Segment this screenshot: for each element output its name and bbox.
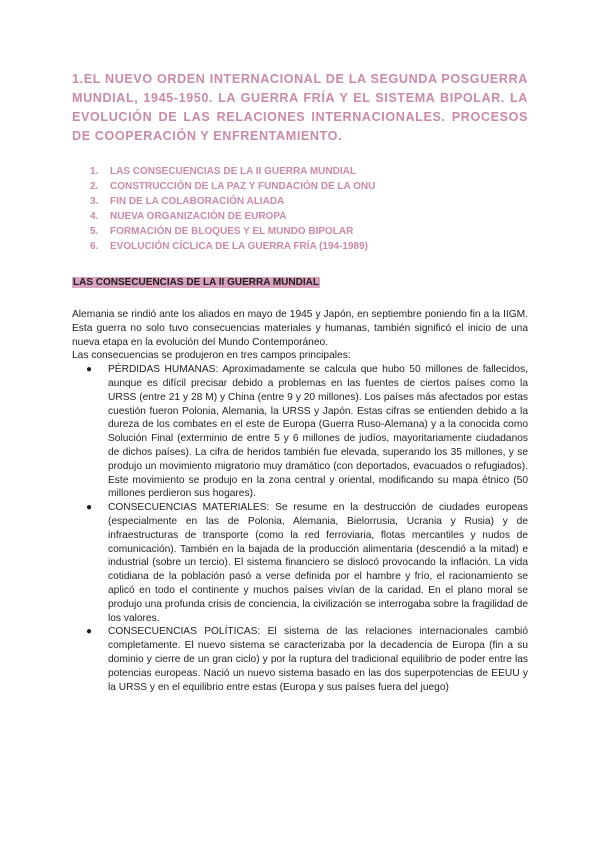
consequences-list <box>72 363 528 694</box>
toc-item <box>90 224 528 239</box>
toc-item <box>90 194 528 209</box>
table-of-contents <box>72 164 528 254</box>
bullet-icon: ● <box>86 364 93 376</box>
intro-paragraph: Alemania se rindió ante los aliados en mayo de 1945 y Japón, en septiembre poniendo fin a la IIGM. Esta guerra no solo tuvo consecuencias materiales y humanas, también significó el inicio de una nueva etapa en la evolución del Mundo Contemporáneo. <box>72 309 528 348</box>
intro-list-lead: Las consecuencias se produjeron en tres campos principales: <box>72 350 351 362</box>
toc-label: LAS CONSECUENCIAS DE LA II GUERRA MUNDIAL <box>110 166 356 177</box>
toc-item <box>90 239 528 254</box>
toc-label: FORMACIÓN DE BLOQUES Y EL MUNDO BIPOLAR <box>110 226 354 237</box>
toc-number: 2. <box>90 181 99 192</box>
toc-label: NUEVA ORGANIZACIÓN DE EUROPA <box>110 211 287 222</box>
bullet-icon: ● <box>86 502 93 514</box>
toc-number: 1. <box>90 166 99 177</box>
toc-number: 4. <box>90 211 99 222</box>
list-item <box>86 625 528 694</box>
toc-number: 5. <box>90 226 99 237</box>
toc-number: 6. <box>90 241 99 252</box>
list-item <box>86 363 528 501</box>
toc-item <box>90 179 528 194</box>
list-item-text: CONSECUENCIAS POLÍTICAS: El sistema de las relaciones internacionales cambió completamente. El nuevo sistema se caracterizaba por la decadencia de Europa (fin a su dominio y cierre de un gran ciclo) y por la ruptura del tradicional equilibrio de poder entre las potencias europeas. Nació un nuevo sistema basado en las dos superpotencias de EEUU y la URSS y en el equilibrio entre estas (Europa y sus países fuera del juego) <box>108 626 528 693</box>
bullet-icon: ● <box>86 626 93 638</box>
toc-label: EVOLUCIÓN CÍCLICA DE LA GUERRA FRÍA (194-1989) <box>110 241 368 252</box>
toc-item <box>90 164 528 179</box>
list-item-text: PÉRDIDAS HUMANAS: Aproximadamente se calcula que hubo 50 millones de fallecidos, aunque es difícil precisar debido a problemas en las fuentes de ciertos países como la URSS (entre 21 y 28 M) y China (entre 9 y 20 millones). Los países más afectados por estas cuestión fueron Polonia, Alemania, la URSS y Japón. Estas cifras se entienden debido a la dureza de los combates en el este de Europa (Guerra Ruso-Alemana) y a la conocida como Solución Final (exterminio de entre 5 y 6 millones de judíos, mayoritariamente ciudadanos de dichos países). La cifra de heridos también fue elevada, superando los 35 millones, y se produjo un movimiento migratorio muy dramático (con deportados, evacuados o refugiados). Este movimiento se produjo en la zona central y oriental, modificando su mapa étnico (50 millones perdieron sus hogares). <box>108 364 528 500</box>
section-heading <box>72 276 528 290</box>
toc-label: FIN DE LA COLABORACIÓN ALIADA <box>110 196 285 207</box>
list-item <box>86 501 528 625</box>
toc-number: 3. <box>90 196 99 207</box>
section-heading-text: LAS CONSECUENCIAS DE LA II GUERRA MUNDIAL <box>73 277 319 288</box>
toc-label: CONSTRUCCIÓN DE LA PAZ Y FUNDACIÓN DE LA ONU <box>110 181 376 192</box>
page-title: 1.EL NUEVO ORDEN INTERNACIONAL DE LA SEGUNDA POSGUERRA MUNDIAL, 1945-1950. LA GUERRA FRÍA Y EL SISTEMA BIPOLAR. LA EVOLUCIÓN DE LAS RELACIONES INTERNACIONALES. PROCESOS DE COOPERACIÓN Y ENFRENTAMIENTO. <box>72 72 528 143</box>
toc-item <box>90 209 528 224</box>
list-item-text: CONSECUENCIAS MATERIALES: Se resume en la destrucción de ciudades europeas (especialmente en las de Polonia, Alemania, Bielorrusia, Ucrania y Rusia) y de infraestructuras de transporte (como la red ferroviaria, flotas mercantiles y nudos de comunicación). También en la bajada de la producción alimentaria (descendió a la mitad) e industrial (sobre un tercio). El sistema financiero se dislocó provocando la inflación. La vida cotidiana de la población pasó a verse definida por el hambre y frío, el racionamiento se aplicó en todo el continente y muchos países vivían de la caridad. En el plano moral se produjo una profunda crisis de conciencia, la civilización se interrogaba sobre la fragilidad de los valores. <box>108 502 528 624</box>
